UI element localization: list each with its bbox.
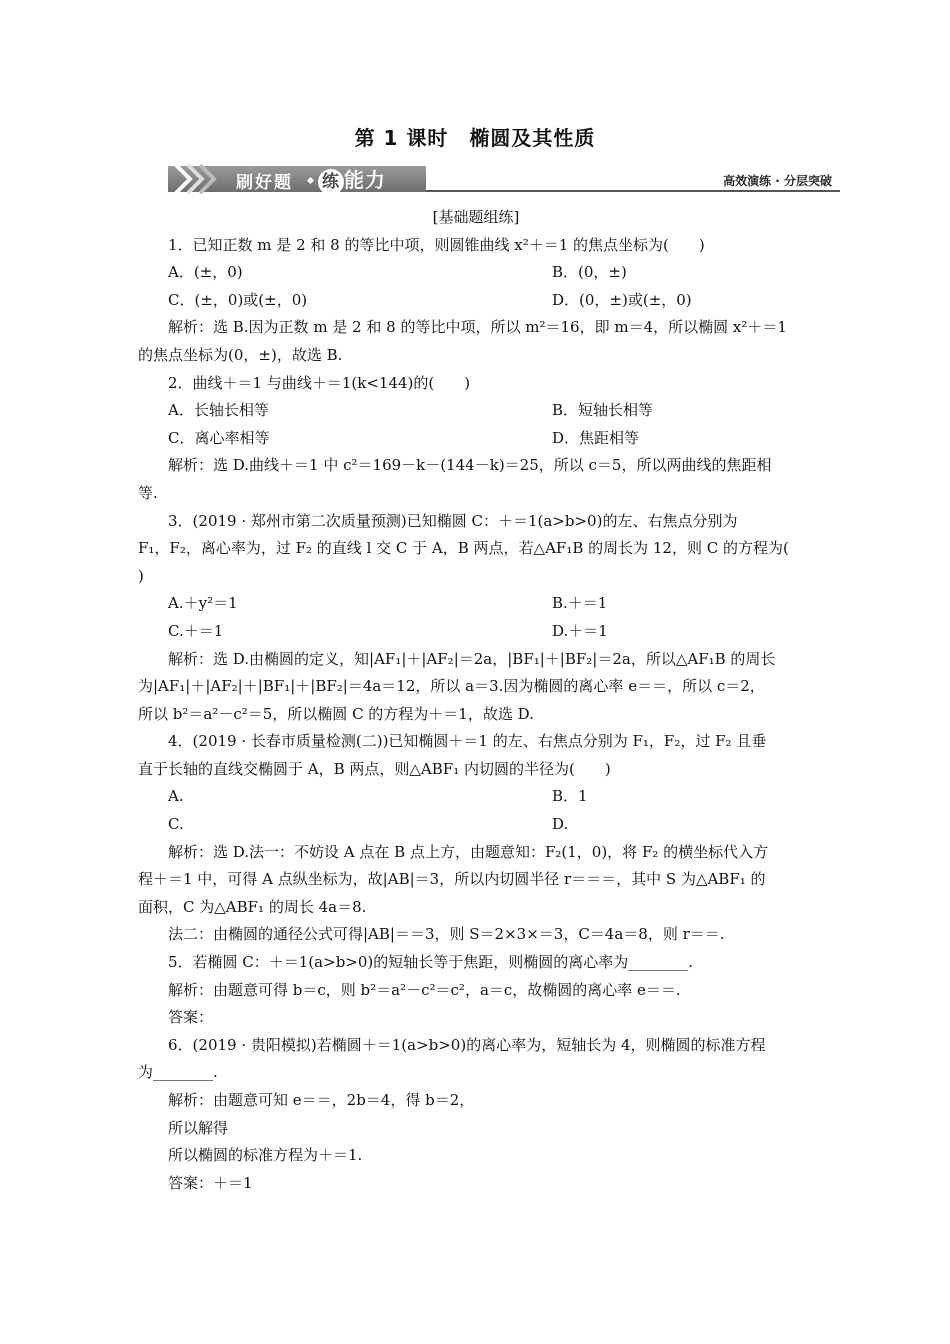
question-6: 6．(2019 · 贵阳模拟)若椭圆＋＝1(a>b>0)的离心率为，短轴长为 4，则椭圆的标准方程 <box>168 1035 766 1054</box>
option-b: B．(0，±) <box>552 263 627 282</box>
options-row <box>138 811 814 839</box>
option-c: C.＋＝1 <box>168 621 224 640</box>
banner-label: 刷好题 <box>236 173 293 193</box>
options-row <box>138 590 814 618</box>
chevron-right-icon <box>172 162 232 196</box>
option-d: D．焦距相等 <box>552 428 640 447</box>
question-5: 5．若椭圆 C：＋＝1(a>b>0)的短轴长等于焦距，则椭圆的离心率为________. <box>168 953 694 972</box>
analysis-6-cont: 所以椭圆的标准方程为＋＝1. <box>168 1146 363 1165</box>
options-row <box>138 618 814 646</box>
analysis-3: 解析：选 D.由椭圆的定义，知|AF₁|＋|AF₂|＝2a，|BF₁|＋|BF₂|＝2a，所以△AF₁B 的周长 <box>168 649 776 668</box>
options-row <box>138 397 814 425</box>
question-4-cont: 直于长轴的直线交椭圆于 A，B 两点，则△ABF₁ 内切圆的半径为( ) <box>138 759 611 778</box>
option-d: D．(0，±)或(±，0) <box>552 290 692 309</box>
analysis-4-cont: 程＋＝1 中，可得 A 点纵坐标为，故|AB|＝3，所以内切圆半径 r＝＝＝，其中 S 为△ABF₁ 的 <box>138 870 766 889</box>
question-6-cont: 为________. <box>138 1063 218 1082</box>
analysis-4-cont: 面积，C 为△ABF₁ 的周长 4a＝8. <box>138 897 367 916</box>
option-a: A. <box>168 787 184 806</box>
option-c: C. <box>168 815 184 834</box>
analysis-6-cont: 所以解得 <box>168 1118 229 1137</box>
section-banner <box>168 160 840 194</box>
option-d: D. <box>552 815 569 834</box>
banner-underline <box>426 190 840 192</box>
analysis-2: 解析：选 D.曲线＋＝1 中 c²＝169－k－(144－k)＝25，所以 c＝5，所以两曲线的焦距相 <box>168 456 772 475</box>
banner-practice-label <box>318 164 386 195</box>
analysis-3-cont: 为|AF₁|＋|AF₂|＋|BF₁|＋|BF₂|＝4a＝12，所以 a＝3.因为椭圆的离心率 e＝＝，所以 c＝2， <box>138 677 765 696</box>
option-b: B.＋＝1 <box>552 594 608 613</box>
options-row <box>138 425 814 453</box>
analysis-1: 解析：选 B.因为正数 m 是 2 和 8 的等比中项，所以 m²＝16，即 m＝4，所以椭圆 x²＋＝1 <box>168 318 787 337</box>
exercise-content <box>138 204 814 1197</box>
option-a: A．(±，0) <box>168 263 243 282</box>
question-2: 2．曲线＋＝1 与曲线＋＝1(k<144)的( ) <box>168 373 471 392</box>
analysis-4: 解析：选 D.法一：不妨设 A 点在 B 点上方，由题意知：F₂(1，0)，将 F₂ 的横坐标代入方 <box>168 842 769 861</box>
options-row <box>138 287 814 315</box>
option-a: A．长轴长相等 <box>168 401 269 420</box>
option-c: C．(±，0)或(±，0) <box>168 290 308 309</box>
analysis-5: 解析：由题意可得 b＝c，则 b²＝a²－c²＝c²，a＝c，故椭圆的离心率 e＝＝. <box>168 980 681 999</box>
option-b: B．短轴长相等 <box>552 401 654 420</box>
option-d: D.＋＝1 <box>552 621 608 640</box>
options-row <box>138 259 814 287</box>
question-4: 4．(2019 · 长春市质量检测(二))已知椭圆＋＝1 的左、右焦点分别为 F₁，F₂，过 F₂ 且垂 <box>168 732 767 751</box>
question-3-cont: F₁，F₂，离心率为，过 F₂ 的直线 l 交 C 于 A，B 两点，若△AF₁B 的周长为 12，则 C 的方程为( <box>138 539 789 558</box>
analysis-6: 解析：由题意可知 e＝＝，2b＝4，得 b＝2， <box>168 1091 475 1109</box>
question-3: 3．(2019 · 郑州市第二次质量预测)已知椭圆 C：＋＝1(a>b>0)的左、右焦点分别为 <box>168 511 738 530</box>
page-title: 第 1 课时 椭圆及其性质 <box>354 126 596 150</box>
banner-circle-char: 练 <box>318 169 344 195</box>
analysis-2-cont: 等. <box>138 483 158 502</box>
analysis-4-method2: 法二：由椭圆的通径公式可得|AB|＝＝3，则 S＝2×3×＝3，C＝4a＝8，则 r＝＝. <box>168 925 725 944</box>
analysis-1-cont: 的焦点坐标为(0，±)，故选 B. <box>138 345 343 364</box>
answer-6: 答案：＋＝1 <box>168 1173 253 1192</box>
banner-ability: 能力 <box>344 168 386 192</box>
option-a: A.＋y²＝1 <box>168 594 238 613</box>
options-row <box>138 783 814 811</box>
question-1: 1．已知正数 m 是 2 和 8 的等比中项，则圆锥曲线 x²＋＝1 的焦点坐标为( ) <box>168 235 705 254</box>
option-b: B．1 <box>552 787 588 806</box>
banner-subtitle: 高效演练 · 分层突破 <box>723 174 832 188</box>
answer-5: 答案： <box>168 1008 214 1027</box>
option-c: C．离心率相等 <box>168 428 270 447</box>
section-heading: [基础题组练] <box>432 208 520 226</box>
question-3-cont: ) <box>138 566 144 585</box>
analysis-3-cont: 所以 b²＝a²－c²＝5，所以椭圆 C 的方程为＋＝1，故选 D. <box>138 704 534 723</box>
